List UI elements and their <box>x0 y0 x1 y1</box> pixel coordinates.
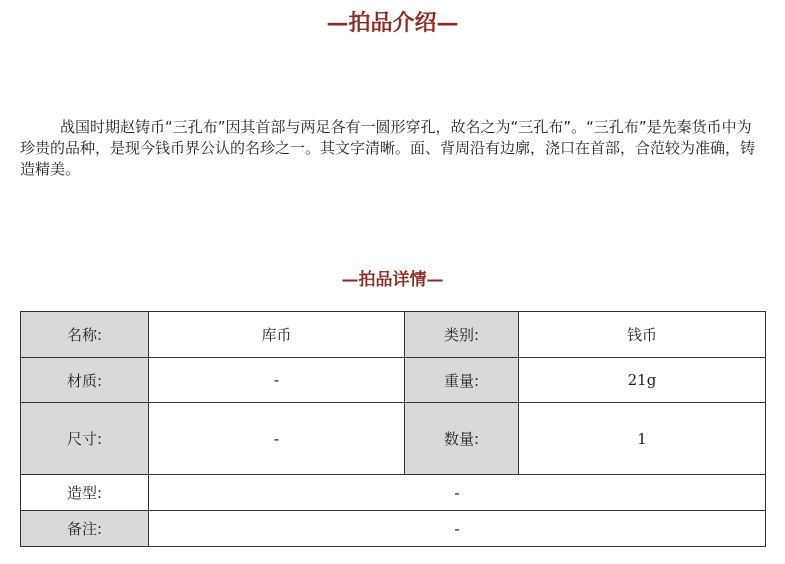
name-label: 名称: <box>21 312 149 358</box>
remark-label: 备注: <box>21 511 149 547</box>
name-value: 库币 <box>149 312 405 358</box>
table-row <box>21 511 766 547</box>
table-row <box>21 475 766 511</box>
table-row <box>21 403 766 475</box>
table-row <box>21 312 766 358</box>
shape-value: - <box>149 475 766 511</box>
size-label: 尺寸: <box>21 403 149 475</box>
table-row <box>21 358 766 403</box>
category-value: 钱币 <box>519 312 766 358</box>
shape-label: 造型: <box>21 475 149 511</box>
material-label: 材质: <box>21 358 149 403</box>
page-title: —拍品介绍— <box>326 10 459 36</box>
category-label: 类别: <box>405 312 519 358</box>
weight-label: 重量: <box>405 358 519 403</box>
remark-value: - <box>149 511 766 547</box>
details-heading: —拍品详情— <box>341 270 444 290</box>
quantity-value: 1 <box>519 403 766 475</box>
material-value: - <box>149 358 405 403</box>
size-value: - <box>149 403 405 475</box>
quantity-label: 数量: <box>405 403 519 475</box>
lot-introduction: 战国时期赵铸币“三孔布”因其首部与两足各有一圆形穿孔，故名之为“三孔布”。“三孔布”是先秦货币中为珍贵的品种，是现今钱币界公认的名珍之一。其文字清晰。面、背周沿有边廓，浇口在首部，合范较为准确，铸造精美。 <box>20 118 756 178</box>
lot-details-table <box>20 311 766 547</box>
weight-value: 21g <box>519 358 766 403</box>
